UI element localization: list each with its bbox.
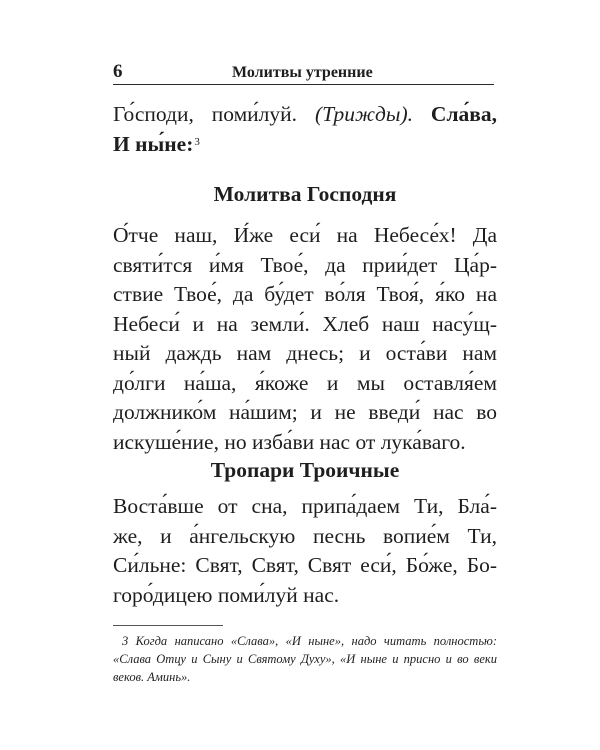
intro-thrice: (Трижды). [314,102,414,126]
troparia-line: же, и а́нгельскую песнь вопие́м Ти, [113,523,497,548]
lords-prayer-line: святи́тся и́мя Твое́, да прии́дет Ца́р- [113,252,497,277]
footnote [113,632,497,686]
footnote-reference: 3 [194,135,200,148]
lords-prayer-paragraph [113,221,497,457]
troparia-line: Си́льне: Свят, Свят, Свят еси́, Бо́же, Бо- [113,553,497,577]
troparia-line: горо́дицею поми́луй нас. [113,582,340,607]
footnote-line: «Слава Отцу и Сыну и Святому Духу», «И ныне и присно и во веки [113,652,497,666]
heading-troparia: Тропари Троичные [210,458,400,482]
lords-prayer-line: ный даждь нам днесь; и оста́ви нам [113,341,497,365]
troparia-line: Воста́вше от сна, припа́даем Ти, Бла́- [113,494,497,518]
page-number: 6 [113,61,123,82]
intro-and-now: И ны́не: [113,131,194,156]
lords-prayer-line: О́тче наш, И́же еси́ на Небесе́х! Да [113,223,497,247]
intro-glory: Сла́ва, [413,102,497,126]
intro-paragraph [113,100,497,159]
lords-prayer-line: ствие Твое́, да бу́дет во́ля Твоя́, я́ко на [113,282,497,306]
intro-text: Го́споди, поми́луй. [113,102,315,126]
footnote-line: 3 Когда написано «Слава», «И ныне», надо читать полностью: [122,634,497,648]
footnote-line: веков. Аминь». [113,670,191,684]
running-title: Молитвы утренние [232,64,373,81]
footnote-divider [113,625,223,626]
heading-lords-prayer: Молитва Господня [213,182,397,206]
lords-prayer-line: до́лги на́ша, я́коже и мы оставля́ем [113,370,497,395]
lords-prayer-line: искуше́ние, но изба́ви нас от лука́ваго. [113,429,466,454]
page-header [113,62,494,85]
lords-prayer-line: Небеси́ и на земли́. Хлеб наш насу́щ- [113,311,497,336]
intro-line-1 [113,100,497,130]
troparia-paragraph [113,492,497,610]
intro-line-2 [113,130,497,160]
lords-prayer-line: должнико́м на́шим; и не введи́ нас во [113,400,497,424]
